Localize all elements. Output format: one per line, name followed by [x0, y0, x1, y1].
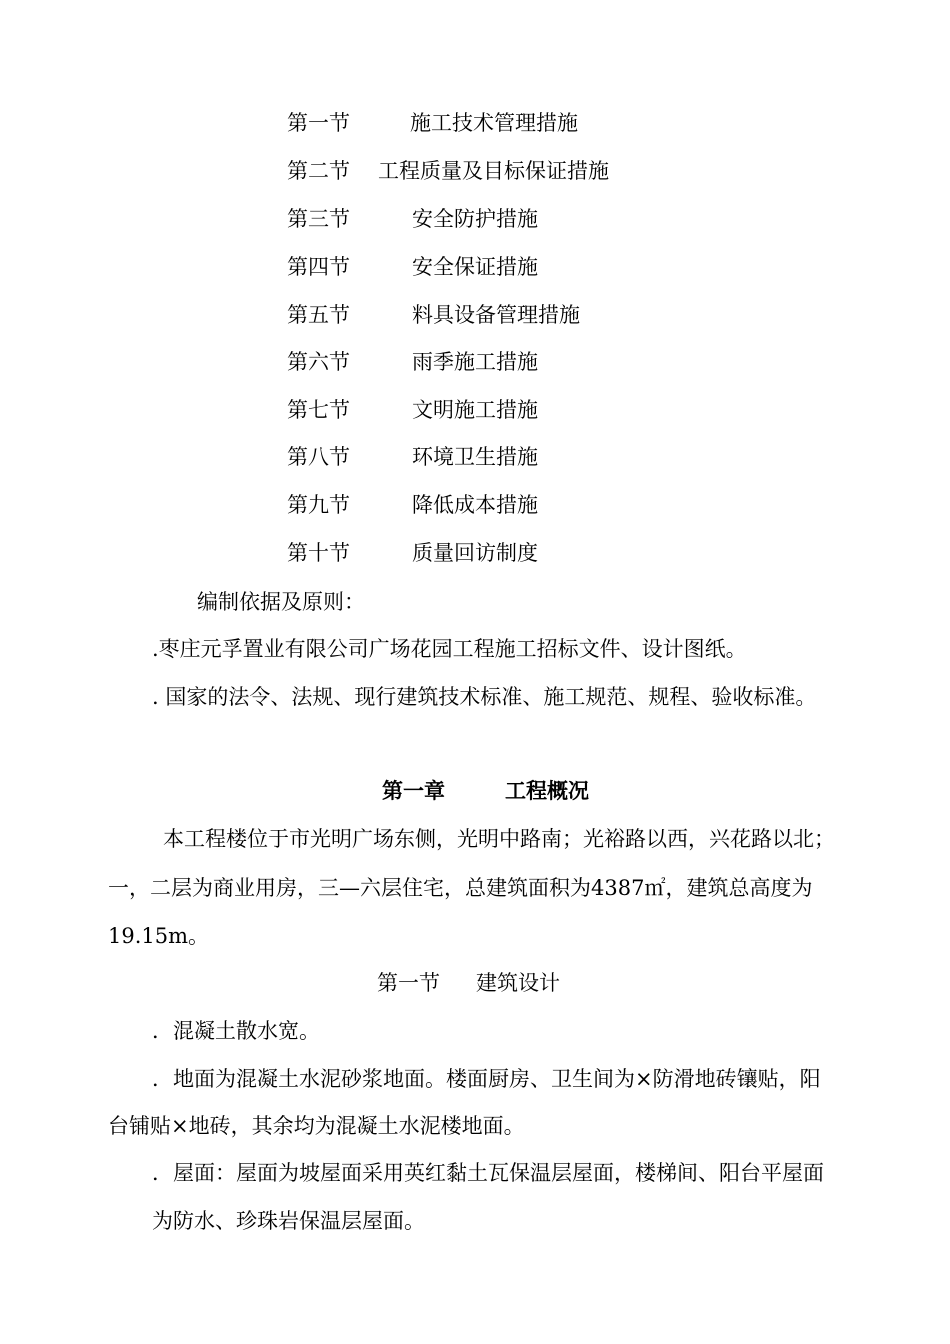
toc-label: 第十节 — [287, 541, 350, 565]
toc-label: 第七节 — [287, 398, 350, 422]
toc-title: 施工技术管理措施 — [410, 111, 578, 135]
basis-heading: 编制依据及原则： — [197, 590, 365, 614]
section-item: 为防水、珍珠岩保温层屋面。 — [152, 1209, 425, 1233]
toc-title: 料具设备管理措施 — [412, 303, 580, 327]
overview-line: 19.15m。 — [108, 924, 210, 948]
section-item: ．混凝土散水宽。 — [152, 1019, 320, 1043]
toc-label: 第八节 — [287, 445, 350, 469]
toc-label: 第五节 — [287, 303, 350, 327]
toc-title: 文明施工措施 — [412, 398, 538, 422]
toc-label: 第四节 — [287, 255, 350, 279]
basis-item: .枣庄元孚置业有限公司广场花园工程施工招标文件、设计图纸。 — [152, 637, 747, 661]
toc-title: 质量回访制度 — [412, 541, 538, 565]
toc-label: 第九节 — [287, 493, 350, 517]
toc-label: 第三节 — [287, 207, 350, 231]
chapter-label: 第一章 — [382, 778, 445, 803]
toc-title: 雨季施工措施 — [412, 350, 538, 374]
toc-label: 第一节 — [287, 111, 350, 135]
chapter-title: 工程概况 — [505, 778, 589, 803]
toc-title: 安全防护措施 — [412, 207, 538, 231]
section-title: 建筑设计 — [476, 971, 560, 995]
overview-line: 一，二层为商业用房，三—六层住宅，总建筑面积为4387㎡，建筑总高度为 — [108, 876, 813, 900]
toc-title: 环境卫生措施 — [412, 445, 538, 469]
toc-title: 降低成本措施 — [412, 493, 538, 517]
basis-item: . 国家的法令、法规、现行建筑技术标准、施工规范、规程、验收标准。 — [152, 685, 817, 709]
overview-line: 本工程楼位于市光明广场东侧，光明中路南；光裕路以西，兴花路以北； — [163, 827, 835, 851]
section-item: 台铺贴×地砖，其余均为混凝土水泥楼地面。 — [108, 1114, 525, 1138]
section-item: ．地面为混凝土水泥砂浆地面。楼面厨房、卫生间为×防滑地砖镶贴，阳 — [152, 1067, 821, 1091]
section-label: 第一节 — [377, 971, 440, 995]
toc-title: 安全保证措施 — [412, 255, 538, 279]
section-item: ．屋面：屋面为坡屋面采用英红黏土瓦保温层屋面，楼梯间、阳台平屋面 — [152, 1161, 824, 1185]
toc-label: 第六节 — [287, 350, 350, 374]
toc-title: 工程质量及目标保证措施 — [378, 159, 609, 183]
toc-label: 第二节 — [287, 159, 350, 183]
